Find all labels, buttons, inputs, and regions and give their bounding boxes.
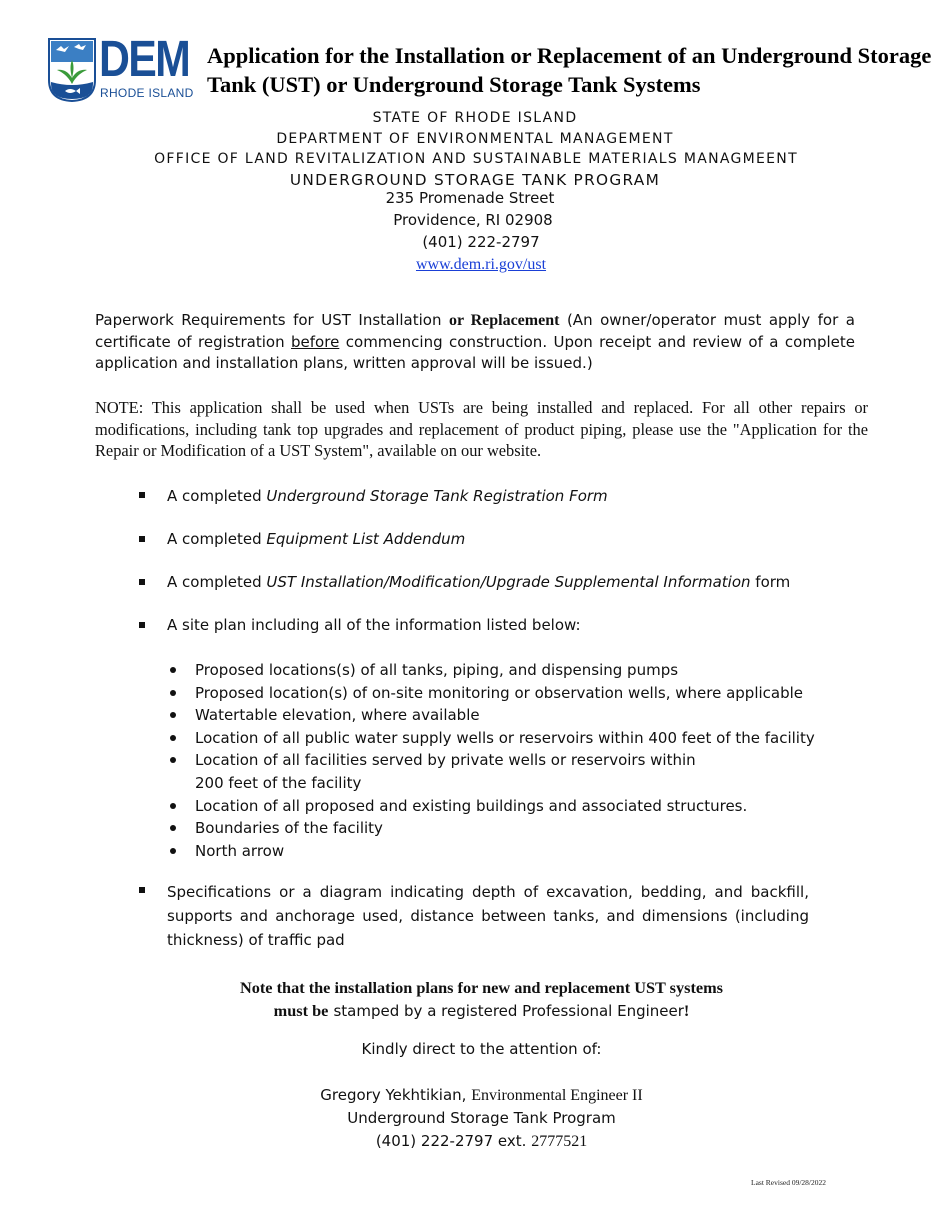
contact-phone-line <box>0 1130 950 1153</box>
address-city: Providence, RI 02908 <box>393 211 553 229</box>
contact-block <box>0 1084 950 1153</box>
address-street: 235 Promenade Street <box>385 189 555 207</box>
requirement-item <box>167 485 608 507</box>
contact-program: Underground Storage Tank Program <box>347 1109 616 1128</box>
paperwork-paragraph <box>95 310 855 375</box>
pe-note-line-2 <box>0 1000 950 1023</box>
agency-department: DEPARTMENT OF ENVIRONMENTAL MANAGEMENT <box>276 130 674 147</box>
list-item: Location of all public water supply wells or reservoirs within 400 feet of the facility <box>167 727 827 750</box>
last-revised: Last Revised 09/28/2022 <box>751 1178 826 1187</box>
square-bullet-icon <box>139 579 145 585</box>
square-bullet-icon <box>139 492 145 498</box>
list-item: Proposed locations(s) of all tanks, piping, and dispensing pumps <box>167 659 827 682</box>
square-bullet-icon <box>139 536 145 542</box>
square-bullet-icon <box>139 887 145 893</box>
pe-note-line-1: Note that the installation plans for new and replacement UST systems <box>239 978 724 997</box>
contact-name: Gregory Yekhtikian, <box>320 1086 467 1104</box>
paperwork-text-2: commencing construction. Upon receipt and review of a complete application and installation plans, written approval will be issued.) <box>95 332 855 372</box>
square-bullet-icon <box>139 622 145 628</box>
dem-logo <box>48 30 198 104</box>
paperwork-heading: Paperwork Requirements for UST Installation <box>95 311 442 329</box>
contact-name-line <box>0 1084 950 1107</box>
list-item: North arrow <box>167 840 827 863</box>
agency-state: STATE OF RHODE ISLAND <box>372 110 578 126</box>
requirement-form-name: Underground Storage Tank Registration Form <box>266 487 608 505</box>
website-link[interactable]: www.dem.ri.gov/ust <box>415 256 547 273</box>
contact-phone: (401) 222-2797 ext. <box>375 1131 527 1150</box>
requirement-item <box>167 571 790 593</box>
page-title: Application for the Installation or Replacement of an Underground Storage Tank (UST) or Underground Storage Tank Systems <box>207 43 932 97</box>
pe-note-must-be: must be <box>273 1000 329 1020</box>
requirement-item <box>167 528 465 550</box>
note-paragraph: NOTE: This application shall be used when USTs are being installed and replaced. For all other repairs or modifications, including tank top upgrades and replacement of product piping, please use the "Application for the Repair or Modification of a UST System", available on our website. <box>95 398 868 460</box>
attention-heading: Kindly direct to the attention of: <box>361 1040 602 1058</box>
dem-shield-icon <box>48 38 96 102</box>
contact-role: Environmental Engineer II <box>471 1087 643 1104</box>
paperwork-heading-bold: or Replacement <box>449 312 560 329</box>
requirement-prefix: A completed <box>167 573 262 591</box>
pe-note <box>0 977 950 1022</box>
contact-ext: 2777521 <box>531 1132 588 1150</box>
pe-note-stamped: stamped by a registered Professional Engineer <box>333 1001 684 1020</box>
list-item: Location of all facilities served by private wells or reservoirs within 200 feet of the facility <box>167 749 827 794</box>
requirement-suffix: form <box>755 573 791 591</box>
agency-office: OFFICE OF LAND REVITALIZATION AND SUSTAINABLE MATERIALS MANAGMEENT <box>154 151 798 167</box>
paperwork-underlined: before <box>291 332 340 351</box>
address-phone: (401) 222-2797 <box>422 233 540 251</box>
address-block <box>0 187 950 276</box>
agency-header <box>0 108 950 190</box>
pe-note-exclaim: ! <box>683 1000 690 1020</box>
requirement-item <box>167 614 581 636</box>
specifications-item: Specifications or a diagram indicating depth of excavation, bedding, and backfill, supports and anchorage used, distance between tanks, and dimensions (including thickness) of traffic pad <box>167 883 809 949</box>
logo-subtitle: RHODE ISLAND <box>100 86 194 100</box>
site-plan-list <box>167 659 827 862</box>
requirement-form-name: Equipment List Addendum <box>266 530 466 548</box>
list-item: Proposed location(s) of on-site monitoring or observation wells, where applicable <box>167 682 827 705</box>
list-item: Location of all proposed and existing buildings and associated structures. <box>167 795 827 818</box>
list-item: Boundaries of the facility <box>167 817 827 840</box>
agency-program: UNDERGROUND STORAGE TANK PROGRAM <box>289 170 661 189</box>
logo-wordmark: DEM <box>99 30 190 87</box>
requirement-prefix: A completed <box>167 487 262 505</box>
requirement-prefix: A site plan including all of the information listed below: <box>167 616 581 634</box>
paperwork-text-1: (An owner/operator must apply for a certificate of registration <box>95 311 855 351</box>
list-item: Watertable elevation, where available <box>167 704 827 727</box>
requirement-form-name: UST Installation/Modification/Upgrade Supplemental Information <box>266 573 751 591</box>
requirement-prefix: A completed <box>167 530 262 548</box>
